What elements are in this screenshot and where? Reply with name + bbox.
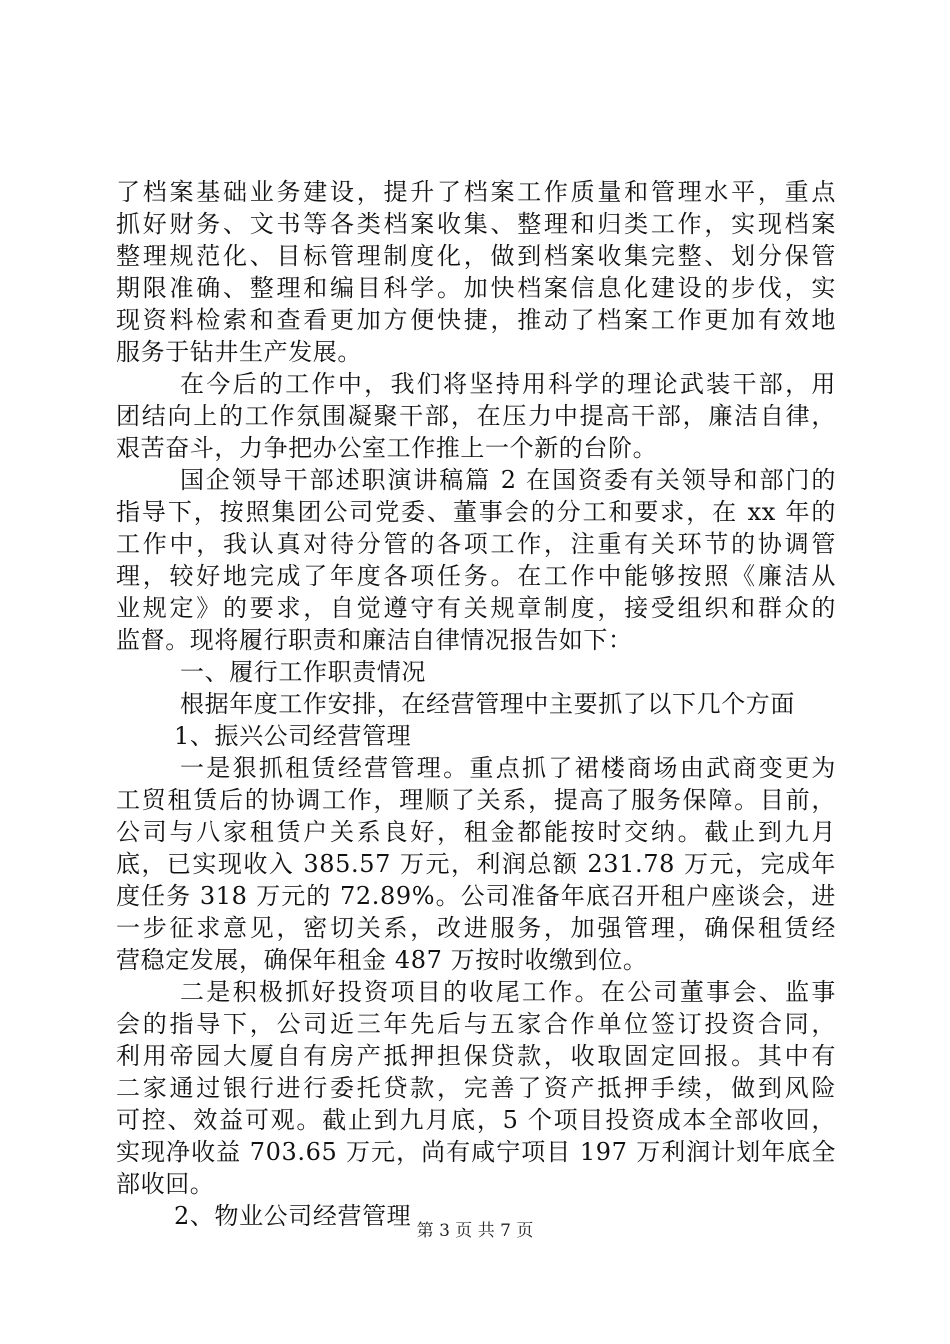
text-line: 理，较好地完成了年度各项任务。在工作中能够按照《廉洁从	[116, 562, 836, 590]
text-line: 度任务 318 万元的 72.89%。公司准备年底召开租户座谈会，进	[116, 882, 836, 910]
subsection-heading: 2、物业公司经营管理	[174, 1202, 412, 1230]
text-line: 可控、效益可观。截止到九月底，5 个项目投资成本全部收回，	[116, 1106, 836, 1134]
document-body	[116, 176, 836, 1232]
paragraph-start-line: 二是积极抓好投资项目的收尾工作。在公司董事会、监事	[180, 978, 836, 1006]
text-line: 工贸租赁后的协调工作，理顺了关系，提高了服务保障。目前，	[116, 786, 836, 814]
text-line: 团结向上的工作氛围凝聚干部，在压力中提高干部，廉洁自律，	[116, 402, 836, 430]
text-line: 利用帝园大厦自有房产抵押担保贷款，收取固定回报。其中有	[116, 1042, 836, 1070]
text-line: 公司与八家租赁户关系良好，租金都能按时交纳。截止到九月	[116, 818, 836, 846]
text-line: 工作中，我认真对待分管的各项工作，注重有关环节的协调管	[116, 530, 836, 558]
text-line: 监督。现将履行职责和廉洁自律情况报告如下：	[116, 626, 633, 654]
text-line: 实现净收益 703.65 万元，尚有咸宁项目 197 万利润计划年底全	[116, 1138, 836, 1166]
text-line: 服务于钻井生产发展。	[116, 338, 362, 366]
section-heading: 一、履行工作职责情况	[180, 658, 426, 686]
text-line: 期限准确、整理和编目科学。加快档案信息化建设的步伐，实	[116, 274, 836, 302]
text-line: 营稳定发展，确保年租金 487 万按时收缴到位。	[116, 946, 648, 974]
text-line: 会的指导下，公司近三年先后与五家合作单位签订投资合同，	[116, 1010, 836, 1038]
paragraph-start-line: 根据年度工作安排，在经营管理中主要抓了以下几个方面	[180, 690, 795, 718]
text-line: 二家通过银行进行委托贷款，完善了资产抵押手续，做到风险	[116, 1074, 836, 1102]
text-line: 了档案基础业务建设，提升了档案工作质量和管理水平，重点	[116, 178, 836, 206]
text-line: 抓好财务、文书等各类档案收集、整理和归类工作，实现档案	[116, 210, 836, 238]
text-line: 业规定》的要求，自觉遵守有关规章制度，接受组织和群众的	[116, 594, 836, 622]
paragraph-start-line: 国企领导干部述职演讲稿篇 2 在国资委有关领导和部门的	[180, 466, 836, 494]
text-line: 指导下，按照集团公司党委、董事会的分工和要求，在 xx 年的	[116, 498, 836, 526]
text-line: 艰苦奋斗，力争把办公室工作推上一个新的台阶。	[116, 434, 658, 462]
text-line: 一步征求意见，密切关系，改进服务，加强管理，确保租赁经	[116, 914, 836, 942]
text-line: 部收回。	[116, 1170, 215, 1198]
text-line: 底，已实现收入 385.57 万元，利润总额 231.78 万元，完成年	[116, 850, 836, 878]
paragraph-start-line: 在今后的工作中，我们将坚持用科学的理论武装干部，用	[180, 370, 836, 398]
text-line: 整理规范化、目标管理制度化，做到档案收集完整、划分保管	[116, 242, 836, 270]
paragraph-start-line: 一是狠抓租赁经营管理。重点抓了裙楼商场由武商变更为	[180, 754, 836, 782]
page-number-footer: 第 3 页 共 7 页	[416, 1221, 534, 1241]
subsection-heading: 1、振兴公司经营管理	[174, 722, 412, 750]
text-line: 现资料检索和查看更加方便快捷，推动了档案工作更加有效地	[116, 306, 836, 334]
